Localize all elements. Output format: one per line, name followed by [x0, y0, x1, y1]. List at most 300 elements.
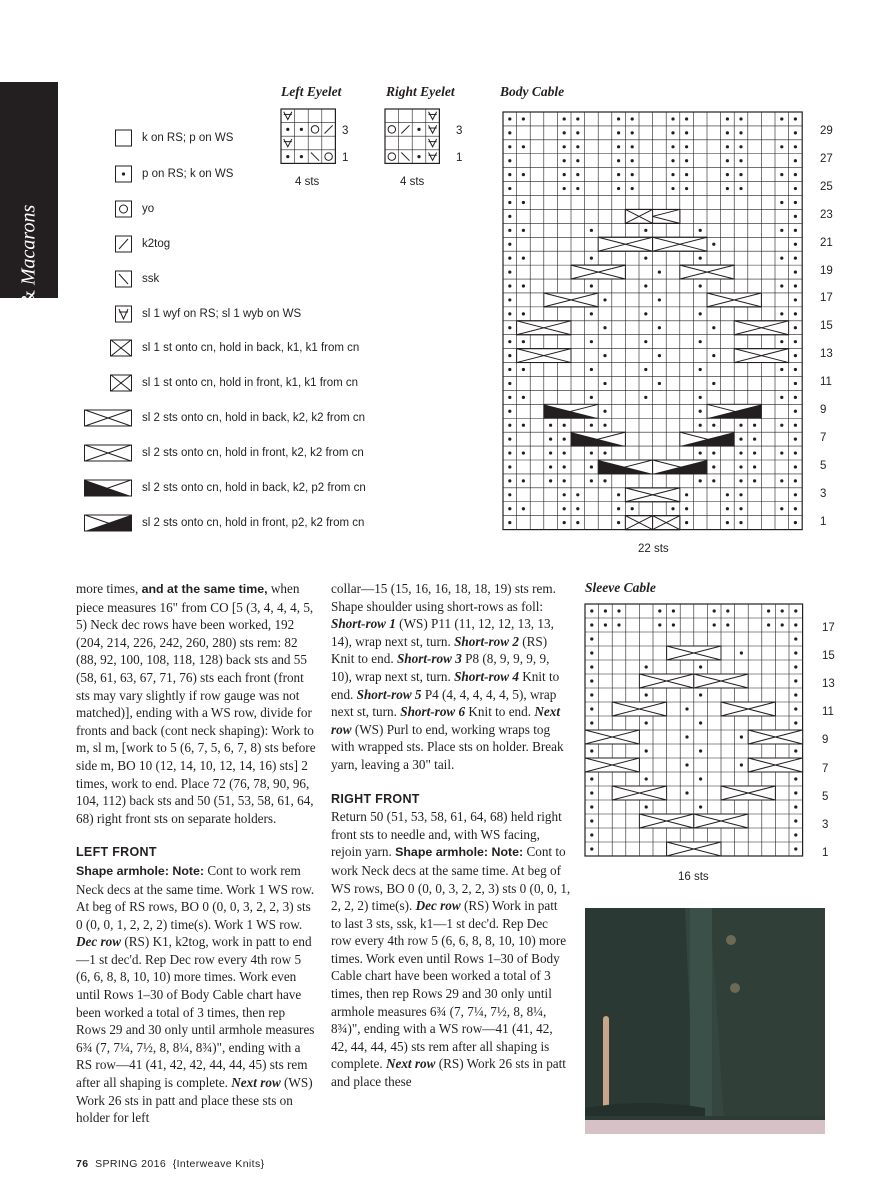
- purl-dot: [685, 791, 688, 794]
- purl-dot: [508, 396, 511, 399]
- purl-dot: [644, 257, 647, 260]
- purl-dot: [522, 201, 525, 204]
- purl-dot: [300, 155, 303, 158]
- purl-dot: [576, 187, 579, 190]
- purl-dot: [658, 382, 661, 385]
- purl-dot: [671, 117, 674, 120]
- purl-dot: [780, 173, 783, 176]
- purl-dot: [712, 382, 715, 385]
- instruction-label: Short-row 4: [454, 668, 519, 684]
- text-run: (RS) Work 26 sts in patt and place these: [331, 1056, 566, 1090]
- purl-dot: [699, 749, 702, 752]
- purl-dot: [508, 298, 511, 301]
- left-eyelet-caption: 4 sts: [295, 176, 320, 188]
- purl-dot: [590, 819, 593, 822]
- purl-dot: [699, 396, 702, 399]
- purl-dot: [658, 354, 661, 357]
- right-eyelet-row-label: 3: [456, 125, 463, 137]
- purl-dot: [508, 131, 511, 134]
- purl-dot: [644, 284, 647, 287]
- purl-dot: [685, 763, 688, 766]
- purl-dot: [740, 651, 743, 654]
- purl-dot: [631, 131, 634, 134]
- purl-dot: [590, 623, 593, 626]
- purl-dot: [508, 215, 511, 218]
- text-run: Knit to end.: [465, 704, 535, 720]
- purl-dot: [739, 117, 742, 120]
- purl-dot: [522, 145, 525, 148]
- purl-dot: [563, 145, 566, 148]
- purl-dot: [794, 707, 797, 710]
- purl-dot: [780, 451, 783, 454]
- purl-dot: [617, 117, 620, 120]
- purl-dot: [794, 665, 797, 668]
- instruction-label: Next row: [385, 1056, 436, 1072]
- purl-dot: [522, 117, 525, 120]
- page-footer: [76, 1158, 265, 1170]
- purl-dot: [286, 155, 289, 158]
- purl-dot: [603, 479, 606, 482]
- purl-dot: [739, 424, 742, 427]
- purl-dot: [576, 173, 579, 176]
- purl-dot: [522, 507, 525, 510]
- body-cable-row-label: 19: [820, 264, 833, 277]
- purl-dot: [617, 145, 620, 148]
- purl-dot: [576, 521, 579, 524]
- purl-dot: [617, 493, 620, 496]
- purl-dot: [753, 479, 756, 482]
- purl-dot: [699, 665, 702, 668]
- purl-dot: [590, 396, 593, 399]
- page-number: 76: [76, 1158, 89, 1170]
- purl-dot: [590, 257, 593, 260]
- purl-dot: [522, 173, 525, 176]
- purl-dot: [563, 159, 566, 162]
- purl-dot: [739, 145, 742, 148]
- instruction-label: Next row: [231, 1075, 281, 1091]
- purl-dot: [699, 312, 702, 315]
- section-heading-right-front: RIGHT FRONT: [331, 791, 420, 806]
- sleeve-cable-row-label: 1: [822, 846, 829, 859]
- purl-dot: [794, 284, 797, 287]
- purl-dot: [780, 257, 783, 260]
- purl-dot: [753, 465, 756, 468]
- purl-dot: [726, 187, 729, 190]
- purl-dot: [549, 438, 552, 441]
- sleeve-cable-row-label: 7: [822, 762, 829, 775]
- purl-dot: [712, 326, 715, 329]
- purl-dot: [780, 424, 783, 427]
- purl-dot: [739, 451, 742, 454]
- purl-dot: [522, 340, 525, 343]
- purl-dot: [508, 326, 511, 329]
- purl-dot: [590, 284, 593, 287]
- purl-dot: [549, 451, 552, 454]
- purl-dot: [617, 507, 620, 510]
- purl-dot: [590, 312, 593, 315]
- purl-dot: [563, 451, 566, 454]
- purl-dot: [794, 145, 797, 148]
- purl-dot: [645, 665, 648, 668]
- key-label: sl 1 st onto cn, hold in front, k1, k1 from cn: [142, 377, 359, 389]
- body-cable-row-label: 7: [820, 431, 827, 444]
- body-cable-row-label: 21: [820, 236, 833, 249]
- purl-dot: [739, 173, 742, 176]
- purl-dot: [699, 451, 702, 454]
- purl-dot: [794, 637, 797, 640]
- purl-dot: [563, 424, 566, 427]
- garment-photo: [585, 908, 825, 1134]
- body-cable-row-label: 23: [820, 208, 833, 221]
- purl-dot: [794, 721, 797, 724]
- purl-dot: [590, 609, 593, 612]
- purl-dot: [794, 507, 797, 510]
- purl-dot: [590, 749, 593, 752]
- purl-dot: [617, 159, 620, 162]
- text-run: Cont to work rem Neck decs at the same time. Work 1 WS row. At beg of RS rows, BO 0 (0, 0, 3, 2, 2, 3) sts 0 (0, 0, 1, 2, 2, 2) time(s). Work 1 WS row.: [76, 862, 315, 932]
- sleeve-cable-row-label: 17: [822, 622, 835, 634]
- purl-dot: [726, 131, 729, 134]
- sleeve-cable-caption: 16 sts: [678, 871, 709, 883]
- purl-dot: [644, 312, 647, 315]
- section-tab-title: Tea & Macarons: [17, 204, 40, 340]
- purl-dot: [794, 187, 797, 190]
- purl-dot: [794, 131, 797, 134]
- purl-dot: [590, 424, 593, 427]
- purl-dot: [740, 763, 743, 766]
- key-label: sl 2 sts onto cn, hold in back, k2, k2 from cn: [142, 412, 366, 424]
- purl-dot: [590, 847, 593, 850]
- purl-dot: [794, 833, 797, 836]
- purl-dot: [563, 173, 566, 176]
- purl-dot: [590, 637, 593, 640]
- instruction-label: Dec row: [415, 898, 461, 914]
- purl-dot: [671, 145, 674, 148]
- text-run: (RS) Work in patt to last 3 sts, ssk, k1—1 st dec'd. Rep Dec row every 4th row 5 (6, 6, 8, 8, 10, 10) more times. Work even until Rows 1–30 of Body Cable chart have been worked a total of 3 times, then rep Rows 29 and 30 only until armhole measures 6¾ (7, 7¼, 7½, 8, 8¼, 8¾)", ending with a WS row—41 (41, 42, 42, 44, 44, 45) sts rem after all shaping is complete.: [331, 898, 567, 1072]
- sleeve-cable-row-label: 13: [822, 678, 835, 691]
- left-eyelet-row-label: 1: [342, 152, 349, 164]
- purl-dot: [712, 465, 715, 468]
- purl-dot: [794, 847, 797, 850]
- purl-dot: [671, 159, 674, 162]
- purl-dot: [739, 507, 742, 510]
- purl-dot: [780, 368, 783, 371]
- purl-dot: [576, 131, 579, 134]
- body-cable-row-label: 1: [820, 515, 827, 528]
- purl-dot: [508, 451, 511, 454]
- purl-dot: [794, 424, 797, 427]
- purl-dot: [685, 173, 688, 176]
- purl-dot: [794, 479, 797, 482]
- key-label: sl 2 sts onto cn, hold in front, k2, k2 from cn: [142, 447, 364, 459]
- purl-dot: [712, 451, 715, 454]
- body-cable-title: Body Cable: [500, 84, 565, 99]
- purl-dot: [644, 340, 647, 343]
- purl-dot: [699, 424, 702, 427]
- purl-dot: [794, 368, 797, 371]
- purl-dot: [522, 312, 525, 315]
- key-label: sl 2 sts onto cn, hold in front, p2, k2 from cn: [142, 517, 365, 529]
- purl-dot: [726, 521, 729, 524]
- purl-dot: [780, 340, 783, 343]
- body-cable-row-label: 11: [820, 376, 832, 389]
- body-cable-row-label: 13: [820, 348, 833, 361]
- body-cable-row-label: 9: [820, 404, 827, 416]
- key-label: sl 1 st onto cn, hold in back, k1, k1 from cn: [142, 342, 360, 354]
- purl-dot: [645, 693, 648, 696]
- purl-dot: [794, 298, 797, 301]
- purl-dot: [794, 326, 797, 329]
- purl-dot: [508, 410, 511, 413]
- purl-dot: [508, 117, 511, 120]
- purl-dot: [672, 623, 675, 626]
- purl-dot: [508, 243, 511, 246]
- purl-dot: [685, 707, 688, 710]
- purl-dot: [726, 493, 729, 496]
- purl-dot: [794, 451, 797, 454]
- paragraph: [76, 580, 316, 827]
- purl-dot: [549, 465, 552, 468]
- purl-dot: [590, 805, 593, 808]
- purl-dot: [590, 721, 593, 724]
- purl-dot: [685, 493, 688, 496]
- purl-dot: [617, 187, 620, 190]
- text-column-2: [331, 580, 571, 1091]
- purl-dot: [604, 609, 607, 612]
- text-run: Knit to end.: [331, 668, 560, 702]
- purl-dot: [794, 201, 797, 204]
- purl-dot: [780, 284, 783, 287]
- purl-dot: [780, 117, 783, 120]
- purl-dot: [563, 438, 566, 441]
- purl-dot: [590, 777, 593, 780]
- purl-dot: [767, 623, 770, 626]
- purl-dot: [780, 201, 783, 204]
- left-eyelet-row-label: 3: [342, 125, 349, 137]
- purl-dot: [794, 229, 797, 232]
- purl-dot: [300, 128, 303, 131]
- purl-dot: [658, 270, 661, 273]
- purl-dot: [794, 410, 797, 413]
- purl-dot: [508, 493, 511, 496]
- purl-dot: [739, 493, 742, 496]
- text-run: (WS) Purl to end, working wraps tog with wrapped sts. Place sts on holder. Break yarn, leaving a 30" tail.: [331, 721, 564, 772]
- instruction-label: Shape armhole: Note:: [76, 863, 205, 878]
- sleeve-cable-row-label: 9: [822, 734, 829, 747]
- purl-dot: [508, 145, 511, 148]
- purl-dot: [780, 229, 783, 232]
- purl-dot: [522, 368, 525, 371]
- purl-dot: [685, 521, 688, 524]
- purl-dot: [699, 229, 702, 232]
- purl-dot: [508, 368, 511, 371]
- purl-dot: [603, 298, 606, 301]
- purl-dot: [794, 354, 797, 357]
- purl-dot: [780, 479, 783, 482]
- purl-dot: [522, 451, 525, 454]
- purl-dot: [508, 479, 511, 482]
- purl-dot: [794, 382, 797, 385]
- key-label: yo: [142, 203, 155, 215]
- purl-dot: [794, 340, 797, 343]
- purl-dot: [726, 117, 729, 120]
- purl-dot: [508, 438, 511, 441]
- instruction-label: Short-row 1: [331, 616, 396, 632]
- text-run: more times,: [76, 581, 142, 596]
- text-run: when piece measures 16" from CO [5 (3, 4, 4, 4, 5, 5) Neck dec rows have been worked, 192 (204, 214, 226, 242, 260, 280) sts rem: 82 (88, 92, 100, 108, 118, 128) back sts and 55 (58, 61, 63, 67, 71, 76) sts each front (front sts may vary slightly if row gauge was not matched)], ending with a WS row, divide for fronts and back (cont neck shaping): Work to m, sl m, [work to 5 (6, 7, 5, 6, 7, 8) sts before side m, BO 10 (12, 14, 10, 12, 14, 16) sts] 2 times, work to end. Place 72 (76, 78, 90, 96, 104, 112) back sts and 50 (51, 53, 58, 61, 64, 68) right front sts on separate holders.: [76, 581, 316, 826]
- purl-dot: [549, 424, 552, 427]
- purl-dot: [617, 623, 620, 626]
- purl-dot: [794, 159, 797, 162]
- purl-dot: [794, 117, 797, 120]
- purl-dot: [739, 479, 742, 482]
- instruction-label: Short-row 3: [396, 651, 462, 667]
- purl-dot: [685, 131, 688, 134]
- instruction-label: Short-row 6: [400, 704, 466, 720]
- purl-dot: [563, 493, 566, 496]
- purl-dot: [603, 424, 606, 427]
- purl-dot: [631, 507, 634, 510]
- purl-dot: [644, 396, 647, 399]
- instruction-label: Dec row: [76, 934, 122, 950]
- purl-dot: [794, 312, 797, 315]
- purl-dot: [563, 131, 566, 134]
- purl-dot: [563, 187, 566, 190]
- purl-dot: [603, 451, 606, 454]
- purl-dot: [794, 777, 797, 780]
- purl-dot: [780, 396, 783, 399]
- purl-dot: [644, 229, 647, 232]
- purl-dot: [685, 507, 688, 510]
- purl-dot: [699, 368, 702, 371]
- instruction-label: Shape armhole: Note:: [395, 845, 524, 860]
- text-run: (RS) K1, k2tog, work in patt to end—1 st dec'd. Rep Dec row every 4th row 5 (6, 6, 8, 8, 10, 10) more times. Work even until Rows 1–30 of Body Cable chart have been worked a total of 3 times, then rep Rows 29 and 30 only until armhole measures 6¾ (7, 7¼, 7½, 8, 8¼, 8¾)", ending with a RS row—41 (41, 42, 42, 44, 44, 45) sts rem after all shaping is complete.: [76, 934, 315, 1091]
- text-run: P4 (4, 4, 4, 4, 4, 5), wrap next st, turn.: [331, 686, 557, 720]
- purl-dot: [522, 424, 525, 427]
- purl-dot: [549, 479, 552, 482]
- purl-dot: [508, 424, 511, 427]
- purl-dot: [644, 368, 647, 371]
- purl-dot: [590, 340, 593, 343]
- purl-dot: [726, 623, 729, 626]
- purl-dot: [604, 623, 607, 626]
- purl-dot: [576, 117, 579, 120]
- body-cable-row-label: 17: [820, 292, 833, 305]
- purl-dot: [508, 201, 511, 204]
- purl-dot: [658, 623, 661, 626]
- purl-dot: [685, 735, 688, 738]
- purl-dot: [794, 215, 797, 218]
- right-eyelet-row-label: 1: [456, 152, 463, 164]
- instruction-label: and at the same time,: [141, 582, 268, 596]
- paragraph: [76, 862, 316, 1127]
- section-heading-left-front: LEFT FRONT: [76, 845, 157, 860]
- purl-dot: [699, 410, 702, 413]
- purl-dot: [508, 312, 511, 315]
- purl-dot: [417, 128, 420, 131]
- body-cable-row-label: 27: [820, 152, 833, 165]
- body-cable-row-label: 5: [820, 459, 827, 472]
- purl-dot: [753, 451, 756, 454]
- purl-dot: [631, 173, 634, 176]
- purl-dot: [590, 707, 593, 710]
- text-run: (WS) P11 (11, 12, 12, 13, 13, 14), wrap next st, turn.: [331, 616, 554, 649]
- purl-dot: [794, 396, 797, 399]
- purl-dot: [590, 651, 593, 654]
- purl-dot: [794, 693, 797, 696]
- purl-dot: [739, 521, 742, 524]
- purl-dot: [590, 229, 593, 232]
- text-run: (RS) Knit to end.: [331, 633, 548, 667]
- garment-illustration: [585, 908, 825, 1134]
- key-label: p on RS; k on WS: [142, 168, 234, 180]
- purl-dot: [753, 438, 756, 441]
- purl-dot: [508, 284, 511, 287]
- issue-label: SPRING 2016: [95, 1158, 167, 1170]
- instruction-label: Short-row 5: [356, 686, 422, 702]
- purl-dot: [508, 159, 511, 162]
- purl-dot: [671, 507, 674, 510]
- purl-dot: [563, 479, 566, 482]
- purl-dot: [781, 609, 784, 612]
- purl-dot: [603, 354, 606, 357]
- purl-dot: [739, 187, 742, 190]
- purl-dot: [726, 159, 729, 162]
- purl-dot: [767, 609, 770, 612]
- purl-dot: [712, 424, 715, 427]
- purl-dot: [631, 145, 634, 148]
- purl-dot: [590, 479, 593, 482]
- purl-dot: [563, 507, 566, 510]
- purl-dot: [794, 243, 797, 246]
- purl-dot: [631, 117, 634, 120]
- purl-dot: [617, 173, 620, 176]
- purl-dot: [590, 465, 593, 468]
- purl-dot: [780, 507, 783, 510]
- purl-dot: [658, 609, 661, 612]
- purl-dot: [576, 145, 579, 148]
- purl-dot: [508, 465, 511, 468]
- purl-dot: [672, 609, 675, 612]
- text-run: (WS) Work 26 sts in patt and place these sts on holder for left: [76, 1075, 313, 1126]
- purl-dot: [726, 507, 729, 510]
- purl-dot: [508, 382, 511, 385]
- body-cable-row-label: 29: [820, 125, 833, 137]
- purl-dot: [794, 805, 797, 808]
- purl-dot: [753, 424, 756, 427]
- purl-dot: [794, 493, 797, 496]
- purl-dot: [671, 187, 674, 190]
- purl-dot: [603, 326, 606, 329]
- purl-dot: [590, 693, 593, 696]
- purl-dot: [739, 131, 742, 134]
- purl-dot: [780, 312, 783, 315]
- purl-dot: [794, 270, 797, 273]
- key-label: sl 2 sts onto cn, hold in back, k2, p2 from cn: [142, 482, 366, 494]
- purl-dot: [645, 805, 648, 808]
- text-run: Return 50 (51, 53, 58, 61, 64, 68) held right front sts to needle and, with WS facing, rejoin yarn.: [331, 809, 562, 860]
- purl-dot: [590, 451, 593, 454]
- body-cable-row-label: 3: [820, 487, 827, 500]
- paragraph: [331, 580, 571, 774]
- purl-dot: [522, 479, 525, 482]
- purl-dot: [685, 159, 688, 162]
- purl-dot: [508, 270, 511, 273]
- purl-dot: [740, 735, 743, 738]
- purl-dot: [508, 354, 511, 357]
- purl-dot: [508, 521, 511, 524]
- purl-dot: [417, 155, 420, 158]
